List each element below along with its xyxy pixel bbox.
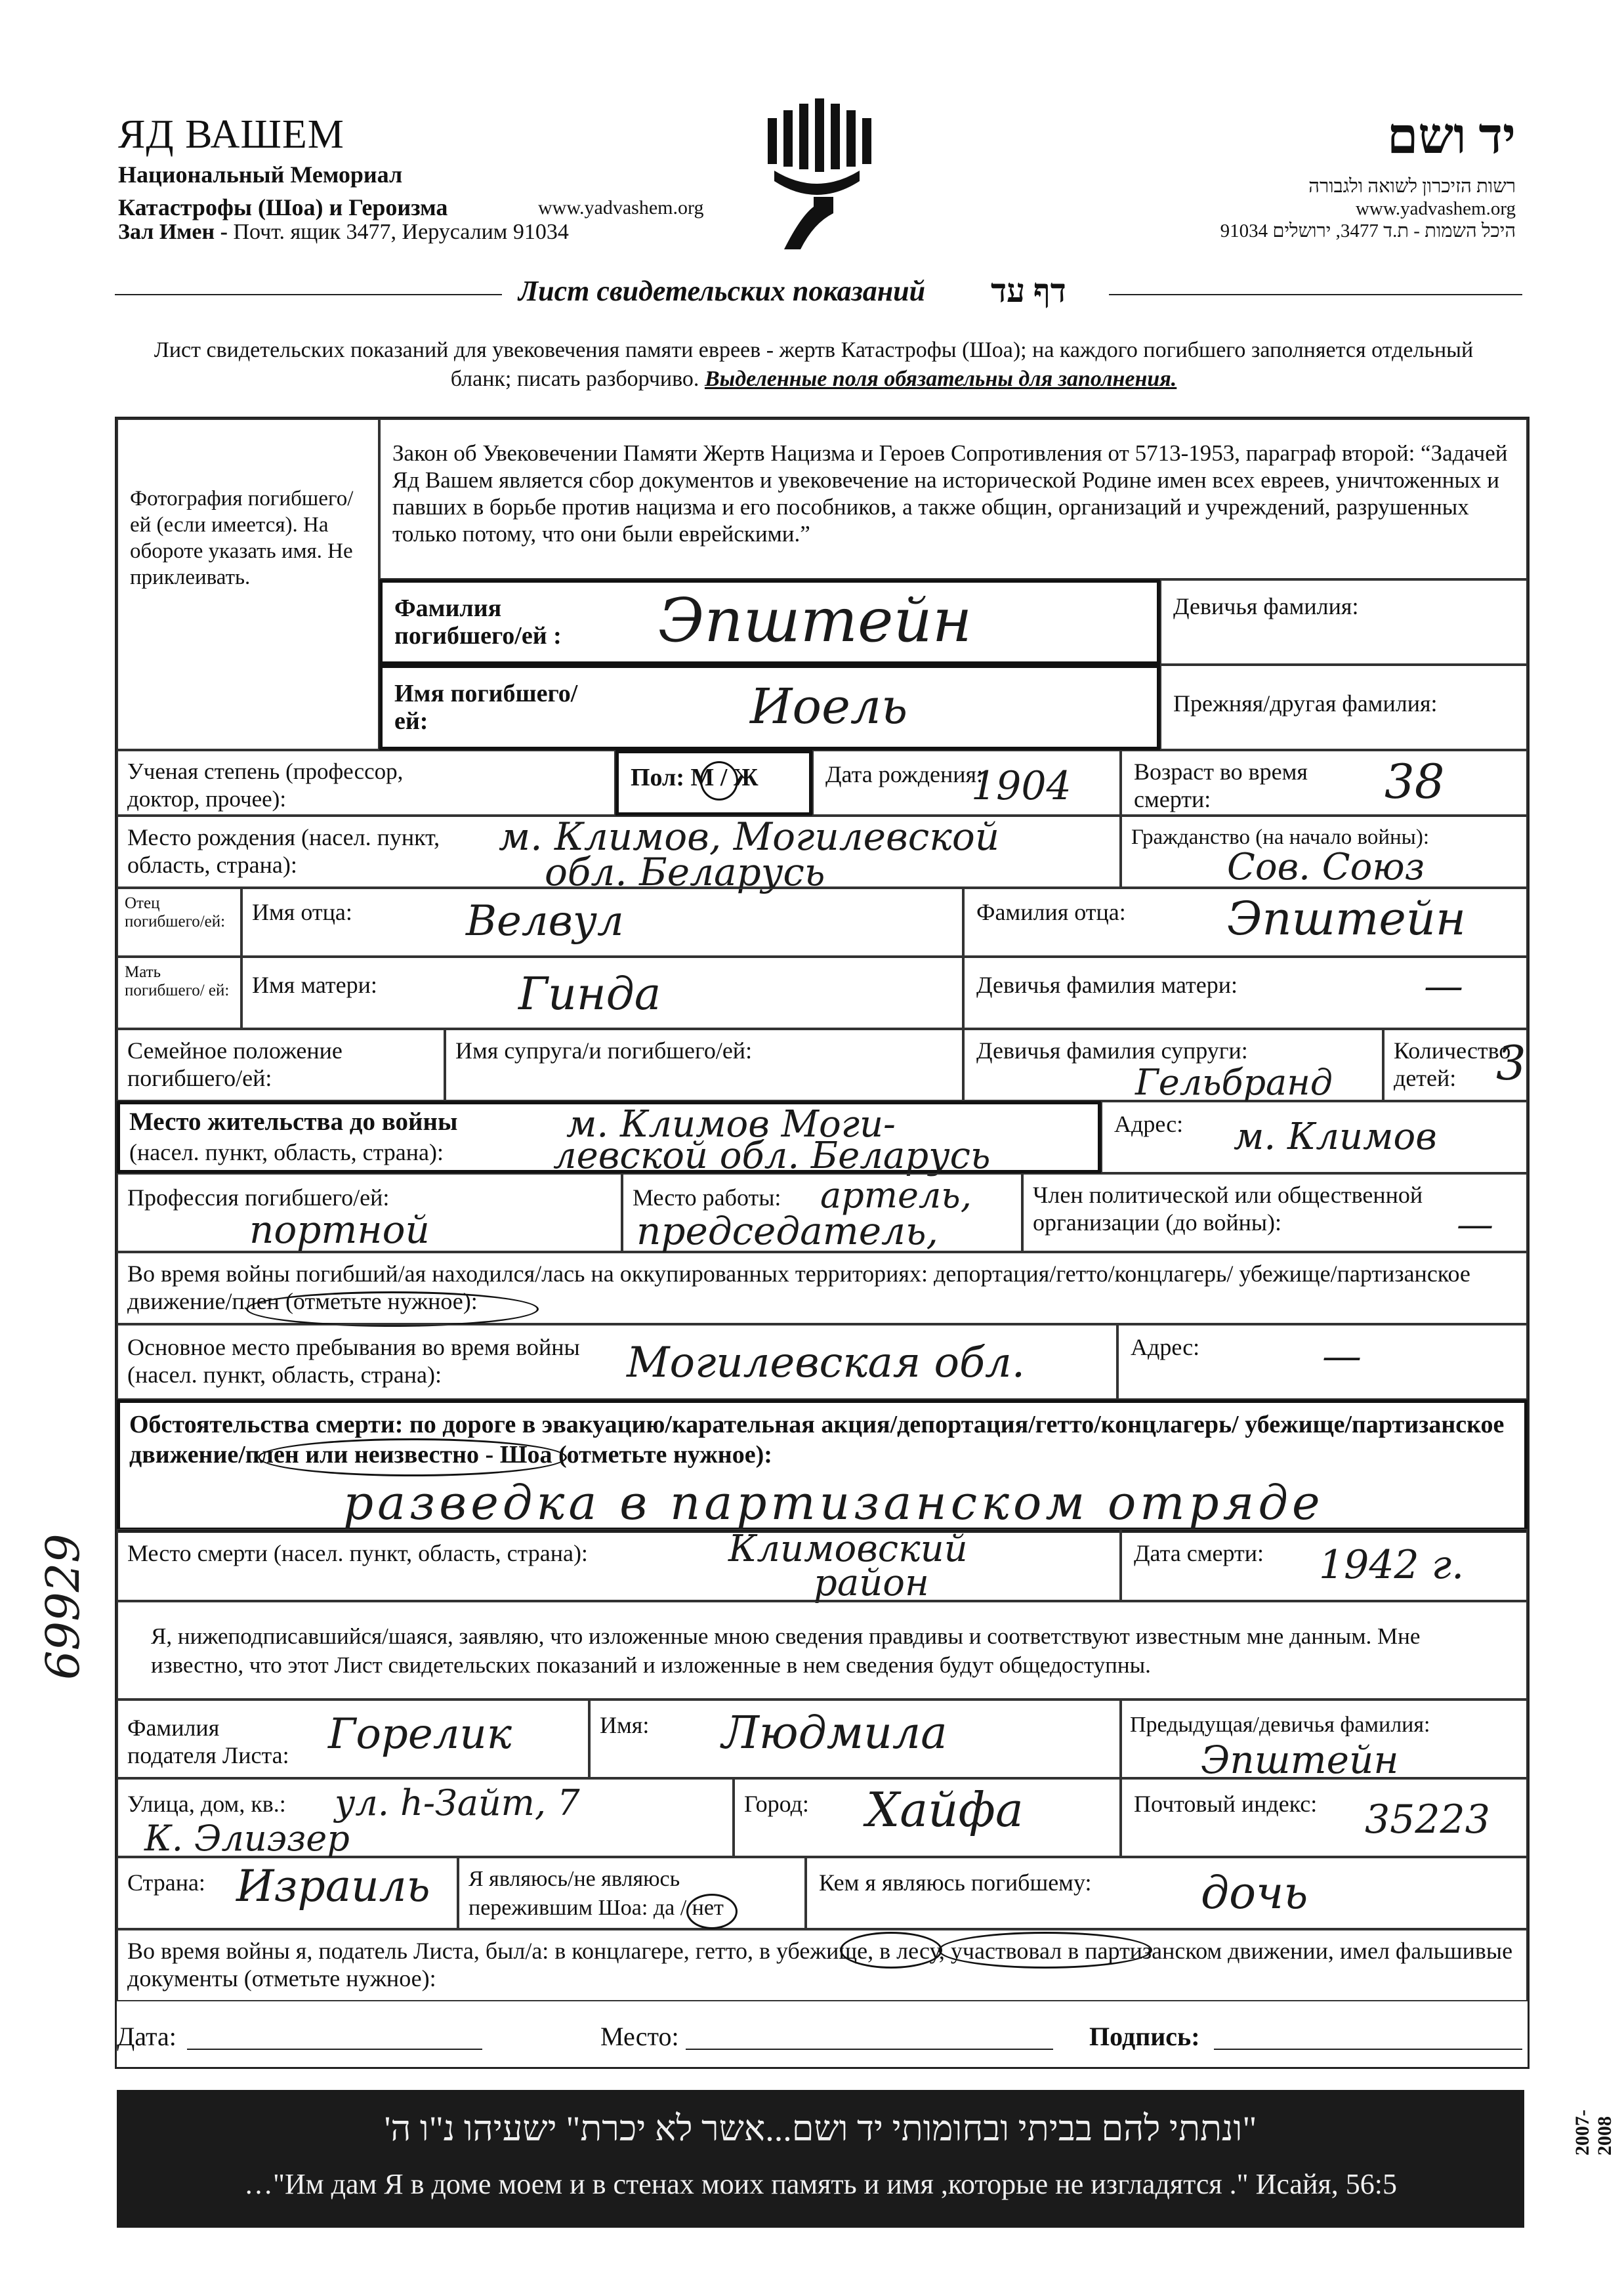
father-surname-value: Эпштейн xyxy=(1227,892,1466,946)
prev-surname-label: Прежняя/другая фамилия: xyxy=(1173,690,1438,717)
handwritten-margin-number: 69929 xyxy=(36,1533,90,1680)
submitter-name-label: Имя: xyxy=(600,1712,650,1738)
surname-label: Фамилия погибшего/ей : xyxy=(394,594,562,650)
city-field[interactable] xyxy=(734,1778,1121,1857)
submitter-prev-surname-field[interactable] xyxy=(1121,1700,1528,1782)
submitter-section xyxy=(115,1529,1530,2069)
org-subtitle-1: Национальный Мемориал xyxy=(118,161,403,188)
father-tag-label: Отец погибшего/ей: xyxy=(125,894,226,930)
city-label: Город: xyxy=(744,1791,809,1817)
residence-value-line2: левской обл. Беларусь xyxy=(553,1135,991,1177)
degree-field[interactable] xyxy=(117,750,615,816)
birthdate-field[interactable] xyxy=(812,750,1121,816)
gender-male-circle xyxy=(700,761,738,801)
survivor-label: Я являюсь/не являюсь пережившим Шоа: да / нет xyxy=(468,1867,724,1920)
submitter-wartime-label: Во время войны я, податель Листа, был/а: в концлагере, гетто, в убежище, в лесу, участвовал в партизанском движении, имел фальшивые документы (отметьте нужное): xyxy=(127,1938,1513,1991)
partisan-circle-1 xyxy=(246,1291,539,1327)
father-surname-label: Фамилия отца: xyxy=(976,899,1126,925)
submitter-name-field[interactable] xyxy=(589,1700,1121,1778)
org-address-text: Почт. ящик 3477, Иерусалим 91034 xyxy=(227,220,569,244)
mother-name-value: Гинда xyxy=(518,969,661,1020)
sheet-title: Лист свидетельских показаний xyxy=(518,275,926,307)
death-date-value: 1942 г. xyxy=(1319,1542,1465,1588)
profession-field[interactable] xyxy=(117,1173,622,1252)
country-field[interactable] xyxy=(117,1857,458,1929)
mother-maiden-value: — xyxy=(1424,963,1463,1009)
degree-label: Ученая степень (профессор, доктор, прочее): xyxy=(127,759,404,812)
menorah-logo-icon xyxy=(755,98,879,256)
death-place-label: Место смерти (насел. пункт, область, страна): xyxy=(127,1540,588,1566)
residence-label: Место жительства до войны xyxy=(129,1108,458,1136)
spouse-name-field[interactable] xyxy=(445,1029,963,1101)
submitter-prev-surname-value: Эпштейн xyxy=(1201,1738,1399,1782)
firstname-value: Иоель xyxy=(750,678,908,735)
signature-line[interactable] xyxy=(1214,2049,1522,2050)
residence-address-value: м. Климов xyxy=(1234,1116,1437,1158)
workplace-field[interactable] xyxy=(622,1173,1022,1252)
hebrew-address: היכל השמות - ת.ד 3477, ירושלים 91034 xyxy=(1220,220,1516,241)
maiden-name-field[interactable] xyxy=(1160,579,1528,665)
partisan-circle-2 xyxy=(258,1438,567,1476)
death-place-field[interactable] xyxy=(117,1528,1121,1604)
org-address xyxy=(118,220,569,245)
shelter-circle xyxy=(938,1932,1152,1969)
residence-value-line1: м. Климов Моги- xyxy=(566,1103,896,1146)
marital-status-label: Семейное положение погибшего/ей: xyxy=(127,1037,343,1091)
org-subtitle-2: Катастрофы (Шоа) и Героизма xyxy=(118,194,448,220)
street-value-line1: ул. h-Зайт, 7 xyxy=(335,1782,580,1824)
zip-label: Почтовый индекс: xyxy=(1134,1791,1318,1817)
citizenship-label: Гражданство (на начало войны): xyxy=(1131,825,1430,849)
citizenship-field[interactable] xyxy=(1121,816,1528,888)
title-rule-left xyxy=(115,294,502,295)
residence-address-label: Адрес: xyxy=(1114,1111,1184,1137)
workplace-label: Место работы: xyxy=(633,1184,781,1211)
submitter-name-value: Людмила xyxy=(722,1707,947,1759)
relation-label: Кем я являюсь погибшему: xyxy=(819,1869,1092,1896)
submitter-surname-field[interactable] xyxy=(117,1700,589,1778)
place-label: Место: xyxy=(600,2022,679,2051)
profession-value: портной xyxy=(249,1207,430,1252)
mother-maiden-field[interactable] xyxy=(963,957,1528,1029)
photo-label: Фотография погибшего/ей (если имеется). На обороте указать имя. Не приклеивать. xyxy=(130,487,354,589)
zip-value: 35223 xyxy=(1365,1797,1490,1843)
father-tag xyxy=(117,888,241,957)
prev-surname-field[interactable] xyxy=(1160,665,1528,750)
hebrew-subtitle: רשות הזיכרון לשואה ולגבורה xyxy=(1308,176,1516,197)
law-text: Закон об Увековечении Памяти Жертв Нацизма и Героев Сопротивления от 5713-1953, параграф второй: “Задачей Яд Вашем является сбор документов и увековечение на исторической Родине имен всех евреев, уничтоженных и павших в борьбе против нацизма и его пособников, а также общин, организаций и учреждений, разрушенных только потому, что они были еврейскими.” xyxy=(392,440,1508,547)
death-circumstances-value: разведка в партизанском отряде xyxy=(343,1475,1324,1530)
edition-year: 2007-2008 xyxy=(1572,2110,1615,2156)
banner-russian-quote: …"Им дам Я в доме моем и в стенах моих память и имя ,которые не изгладятся ." Исайя, 56:5 xyxy=(244,2168,1397,2200)
intro-main: Лист свидетельских показаний для увековечения памяти евреев - жертв Катастрофы (Шоа); на каждого погибшего заполняется отдельный бланк; писать разборчиво. xyxy=(154,338,1474,391)
street-label: Улица, дом, кв.: xyxy=(127,1791,286,1817)
mother-tag-label: Мать погибшего/ ей: xyxy=(125,963,230,999)
workplace-value-line2: председатель, xyxy=(636,1209,938,1253)
banner-hebrew-quote: "ונתתי להם בביתי ובחומותי יד ושם...אשר לא יכרת" ישעיהו נ"ו ה' xyxy=(384,2109,1257,2148)
testimony-form xyxy=(115,417,1530,1533)
wartime-status-label: Во время войны погибший/ая находился/лась на оккупированных территориях: депортация/гетто/концлагерь/ убежище/партизанское движение/плен (отметьте нужное): xyxy=(127,1261,1470,1314)
marital-status-field[interactable] xyxy=(117,1029,445,1101)
relation-field[interactable] xyxy=(806,1857,1528,1929)
birthplace-value-line1: м. Климов, Могилевской xyxy=(499,814,1000,859)
surname-value: Эпштейн xyxy=(658,585,972,656)
birthplace-value-line2: обл. Беларусь xyxy=(545,850,825,894)
ghetto-circle xyxy=(840,1932,942,1969)
city-value: Хайфа xyxy=(866,1782,1024,1837)
country-label: Страна: xyxy=(127,1869,205,1896)
country-value: Израиль xyxy=(236,1861,430,1911)
mother-tag xyxy=(117,957,241,1029)
age-value: 38 xyxy=(1385,754,1445,809)
submitter-prev-surname-label: Предыдущая/девичья фамилия: xyxy=(1130,1713,1430,1737)
photo-box[interactable] xyxy=(117,419,379,750)
main-address-value: — xyxy=(1322,1333,1362,1379)
main-address-field[interactable] xyxy=(1117,1324,1528,1400)
gender-field[interactable] xyxy=(615,750,812,816)
birthdate-value: 1904 xyxy=(971,763,1072,809)
father-name-label: Имя отца: xyxy=(252,899,352,925)
mother-maiden-label: Девичья фамилия матери: xyxy=(976,972,1238,998)
death-place-value-line2: район xyxy=(814,1562,929,1604)
main-place-field[interactable] xyxy=(117,1324,1117,1400)
place-line[interactable] xyxy=(686,2049,1053,2050)
citizenship-value: Сов. Союз xyxy=(1227,846,1425,888)
survivor-field[interactable] xyxy=(458,1857,806,1929)
declaration-text: Я, нижеподписавшийся/шаяся, заявляю, что изложенные мною сведения правдивы и соответствуют известным мне данным. Мне известно, что этот Лист свидетельских показаний и изложенные в нем сведения будут общедоступны. xyxy=(151,1623,1421,1678)
membership-value: — xyxy=(1457,1203,1493,1246)
submitter-surname-label: Фамилия подателя Листа: xyxy=(127,1715,289,1768)
children-count-value: 3 xyxy=(1496,1035,1526,1091)
org-title: ЯД ВАШЕМ xyxy=(118,112,344,157)
residence-field[interactable] xyxy=(117,1101,1101,1177)
spouse-maiden-label: Девичья фамилия супруги: xyxy=(976,1037,1248,1064)
main-place-label: Основное место пребывания во время войны (насел. пункт, область, страна): xyxy=(127,1334,580,1388)
gender-label: Пол: М / Ж xyxy=(631,764,759,791)
children-count-field[interactable] xyxy=(1383,1029,1528,1101)
wartime-status-field[interactable] xyxy=(117,1252,1528,1324)
law-box xyxy=(379,419,1528,579)
father-name-value: Велвул xyxy=(466,897,624,946)
death-circumstances-label: Обстоятельства смерти: xyxy=(129,1411,404,1438)
death-circumstances-field[interactable] xyxy=(117,1400,1528,1531)
date-label: Дата: xyxy=(117,2022,177,2051)
submitter-wartime-field[interactable] xyxy=(117,1929,1528,2001)
father-name-field[interactable] xyxy=(241,888,963,957)
membership-label: Член политической или общественной организации (до войны): xyxy=(1033,1182,1423,1236)
death-date-label: Дата смерти: xyxy=(1134,1540,1264,1566)
profession-label: Профессия погибшего/ей: xyxy=(127,1184,390,1211)
date-line[interactable] xyxy=(187,2049,482,2050)
age-label: Возраст во время смерти: xyxy=(1134,759,1308,812)
spouse-maiden-field[interactable] xyxy=(963,1029,1383,1101)
hebrew-website: www.yadvashem.org xyxy=(1355,198,1516,219)
title-rule-right xyxy=(1109,294,1522,295)
firstname-field[interactable] xyxy=(379,665,1160,750)
father-surname-field[interactable] xyxy=(963,888,1528,957)
spouse-maiden-value: Гельбранд xyxy=(1135,1062,1333,1103)
death-date-field[interactable] xyxy=(1121,1529,1528,1601)
death-place-value-line1: Климовский xyxy=(728,1528,968,1570)
signature-label: Подпись: xyxy=(1089,2022,1200,2051)
org-address-label: Зал Имен - xyxy=(118,220,228,244)
spouse-name-label: Имя супруга/и погибшего/ей: xyxy=(455,1037,753,1064)
residence-sublabel: (насел. пункт, область, страна): xyxy=(129,1139,444,1165)
surname-field[interactable] xyxy=(379,579,1160,665)
main-address-label: Адрес: xyxy=(1131,1334,1200,1360)
children-count-label: Количество детей: xyxy=(1394,1037,1511,1091)
zip-field[interactable] xyxy=(1121,1778,1528,1857)
intro-emphasis: Выделенные поля обязательны для заполнения. xyxy=(704,367,1177,391)
birthdate-label: Дата рождения: xyxy=(825,761,984,787)
birthplace-field[interactable] xyxy=(117,814,1121,894)
residence-address-field[interactable] xyxy=(1101,1101,1528,1173)
mother-name-label: Имя матери: xyxy=(252,972,377,998)
death-circumstances-options: по дороге в эвакуацию/карательная акция/депортация/гетто/концлагерь/ убежище/партизанское движение/плен или неизвестно - Шоа (отметьте нужное): xyxy=(129,1411,1505,1469)
org-website: www.yadvashem.org xyxy=(538,197,704,219)
mother-name-field[interactable] xyxy=(241,957,963,1029)
maiden-name-label: Девичья фамилия: xyxy=(1173,593,1359,619)
intro-text xyxy=(131,336,1496,394)
declaration-box xyxy=(117,1601,1528,1700)
survivor-yes-circle xyxy=(686,1894,738,1929)
relation-value: дочь xyxy=(1201,1867,1308,1919)
street-value-line2: К. Элиэзер xyxy=(144,1818,350,1859)
main-place-value: Могилевская обл. xyxy=(627,1339,1026,1387)
workplace-value-line1: артель, xyxy=(820,1175,972,1216)
firstname-label: Имя погибшего/ей: xyxy=(394,680,578,735)
hebrew-title: יד ושם xyxy=(1386,109,1516,164)
age-field[interactable] xyxy=(1121,750,1528,816)
street-field[interactable] xyxy=(117,1778,734,1857)
birthplace-label: Место рождения (насел. пункт, область, страна): xyxy=(127,824,440,878)
membership-field[interactable] xyxy=(1022,1173,1528,1252)
sheet-title-hebrew: דף עד xyxy=(991,272,1066,309)
quote-banner xyxy=(117,2090,1524,2228)
submitter-surname-value: Горелик xyxy=(328,1710,512,1759)
